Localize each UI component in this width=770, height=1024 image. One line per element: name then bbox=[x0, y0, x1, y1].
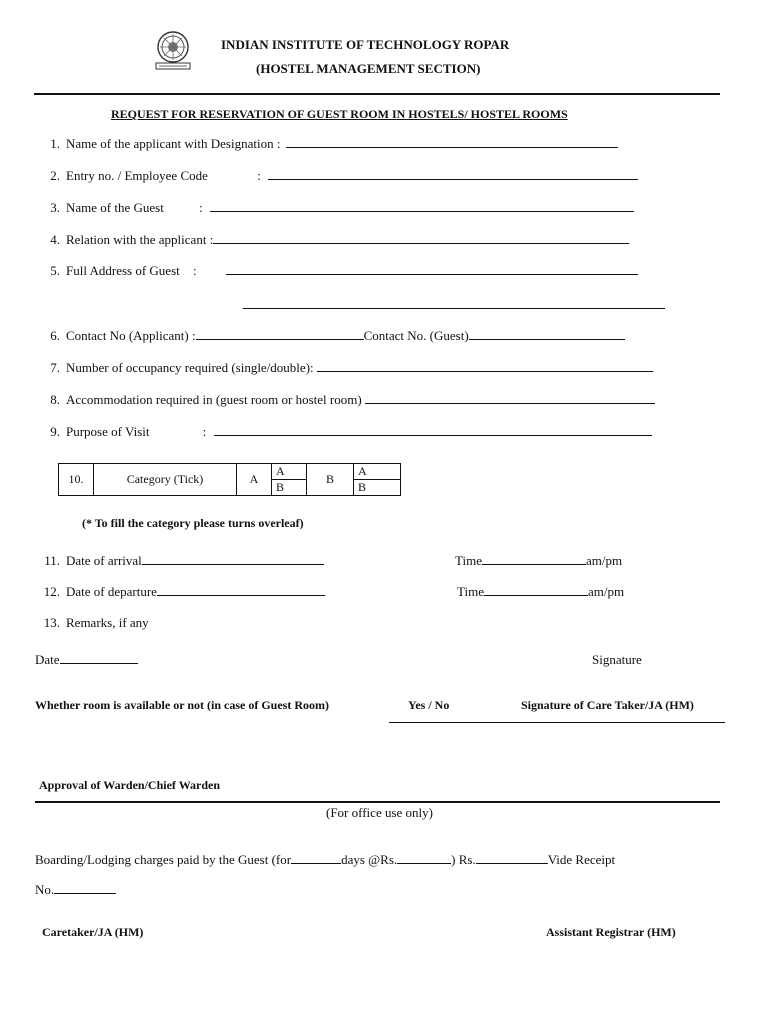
ampm-label: am/pm bbox=[585, 553, 623, 568]
office-divider bbox=[35, 801, 720, 803]
field-label-guest-contact: Contact No. (Guest) bbox=[363, 328, 469, 343]
date-label: Date bbox=[35, 652, 60, 667]
amount-input[interactable] bbox=[476, 852, 548, 864]
field-colon: : bbox=[193, 263, 197, 278]
field-relation bbox=[38, 232, 629, 248]
field-colon: : bbox=[199, 200, 203, 215]
occupancy-input[interactable] bbox=[317, 360, 653, 372]
charges-text-2: days @Rs. bbox=[341, 852, 398, 867]
institute-logo bbox=[150, 28, 196, 72]
field-label: Date of departure bbox=[66, 584, 157, 599]
date-input[interactable] bbox=[60, 652, 138, 664]
caretaker-signature-label: Signature of Care Taker/JA (HM) bbox=[521, 698, 694, 712]
charges-text-3: ) Rs. bbox=[451, 852, 476, 867]
contact-applicant-input[interactable] bbox=[196, 328, 364, 340]
category-table bbox=[58, 463, 401, 496]
field-purpose bbox=[38, 424, 652, 440]
yes-no-option[interactable]: Yes / No bbox=[408, 698, 450, 712]
applicant-name-input[interactable] bbox=[286, 136, 618, 148]
days-input[interactable] bbox=[291, 852, 341, 864]
arrival-time-input[interactable] bbox=[482, 553, 586, 565]
form-title: REQUEST FOR RESERVATION OF GUEST ROOM IN HOSTELS/ HOSTEL ROOMS bbox=[111, 107, 568, 121]
departure-date-input[interactable] bbox=[157, 584, 325, 596]
approval-label: Approval of Warden/Chief Warden bbox=[39, 778, 221, 792]
field-occupancy bbox=[38, 360, 653, 376]
category-label: Category (Tick) bbox=[94, 464, 237, 496]
address-line2-input[interactable] bbox=[243, 308, 665, 309]
assistant-registrar-label: Assistant Registrar (HM) bbox=[546, 925, 676, 939]
field-applicant-name bbox=[38, 136, 618, 152]
field-label: Name of the applicant with Designation : bbox=[66, 136, 281, 151]
caretaker-signature-line bbox=[389, 722, 725, 723]
rate-input[interactable] bbox=[397, 852, 451, 864]
field-number: 6. bbox=[50, 328, 60, 343]
category-a: A bbox=[237, 464, 272, 496]
category-number: 10. bbox=[59, 464, 94, 496]
field-arrival-date bbox=[38, 553, 324, 569]
field-arrival-time bbox=[455, 553, 622, 569]
field-number: 12. bbox=[43, 584, 60, 599]
availability-label: Whether room is available or not (in case of Guest Room) bbox=[35, 698, 329, 712]
field-label: Date of arrival bbox=[66, 553, 142, 568]
institute-seal-icon bbox=[150, 28, 196, 72]
field-contact bbox=[38, 328, 625, 344]
field-number: 11. bbox=[44, 553, 60, 568]
signature-label: Signature bbox=[592, 652, 642, 667]
category-b: B bbox=[307, 464, 354, 496]
field-number: 3. bbox=[50, 200, 60, 215]
contact-guest-input[interactable] bbox=[469, 328, 625, 340]
field-number: 4. bbox=[50, 232, 60, 247]
entry-no-input[interactable] bbox=[268, 168, 638, 180]
guest-name-input[interactable] bbox=[210, 200, 634, 212]
field-number: 9. bbox=[50, 424, 60, 439]
office-use-label: (For office use only) bbox=[326, 805, 433, 820]
section-name: (HOSTEL MANAGEMENT SECTION) bbox=[256, 61, 481, 76]
field-label: Accommodation required in (guest room or hostel room) bbox=[66, 392, 362, 407]
field-number: 8. bbox=[50, 392, 60, 407]
field-number: 5. bbox=[50, 263, 60, 278]
time-label: Time bbox=[457, 584, 484, 599]
charges-text-4: Vide Receipt bbox=[547, 852, 616, 867]
accommodation-input[interactable] bbox=[365, 392, 655, 404]
category-a-sub-b-checkbox[interactable]: B bbox=[272, 480, 307, 496]
ampm-label: am/pm bbox=[587, 584, 625, 599]
field-number: 13. bbox=[43, 615, 60, 630]
field-colon: : bbox=[202, 424, 207, 439]
field-number: 1. bbox=[50, 136, 60, 151]
field-label: Name of the Guest bbox=[66, 200, 164, 215]
receipt-no-input[interactable] bbox=[54, 882, 116, 894]
category-a-sub-a-checkbox[interactable]: A bbox=[272, 464, 307, 480]
field-label: Full Address of Guest bbox=[66, 263, 180, 278]
receipt-no-label: No. bbox=[35, 882, 55, 897]
caretaker-label: Caretaker/JA (HM) bbox=[42, 925, 144, 939]
field-remarks bbox=[38, 615, 149, 631]
field-colon: : bbox=[257, 168, 261, 183]
date-field bbox=[35, 652, 138, 668]
field-departure-time bbox=[457, 584, 624, 600]
header-divider bbox=[34, 93, 720, 95]
time-label: Time bbox=[455, 553, 482, 568]
field-accommodation bbox=[38, 392, 655, 408]
field-guest-name bbox=[38, 200, 634, 216]
field-number: 2. bbox=[50, 168, 60, 183]
field-departure-date bbox=[38, 584, 325, 600]
field-label: Entry no. / Employee Code bbox=[66, 168, 208, 183]
charges-line bbox=[35, 852, 615, 868]
category-note: (* To fill the category please turns overleaf) bbox=[82, 516, 304, 530]
field-label: Remarks, if any bbox=[66, 615, 149, 630]
receipt-no-field bbox=[35, 882, 116, 898]
field-label: Relation with the applicant : bbox=[66, 232, 214, 247]
field-label: Contact No (Applicant) : bbox=[66, 328, 196, 343]
field-label: Purpose of Visit bbox=[66, 424, 150, 439]
arrival-date-input[interactable] bbox=[142, 553, 324, 565]
charges-text-1: Boarding/Lodging charges paid by the Guest (for bbox=[35, 852, 292, 867]
category-b-sub-b-checkbox[interactable]: B bbox=[354, 480, 401, 496]
category-b-sub-a-checkbox[interactable]: A bbox=[354, 464, 401, 480]
purpose-input[interactable] bbox=[214, 424, 652, 436]
field-label: Number of occupancy required (single/double): bbox=[66, 360, 314, 375]
field-entry-no bbox=[38, 168, 638, 184]
institute-name: INDIAN INSTITUTE OF TECHNOLOGY ROPAR bbox=[221, 37, 510, 52]
field-number: 7. bbox=[50, 360, 60, 375]
relation-input[interactable] bbox=[213, 232, 629, 244]
field-address bbox=[38, 263, 638, 279]
departure-time-input[interactable] bbox=[484, 584, 588, 596]
address-line1-input[interactable] bbox=[226, 263, 638, 275]
